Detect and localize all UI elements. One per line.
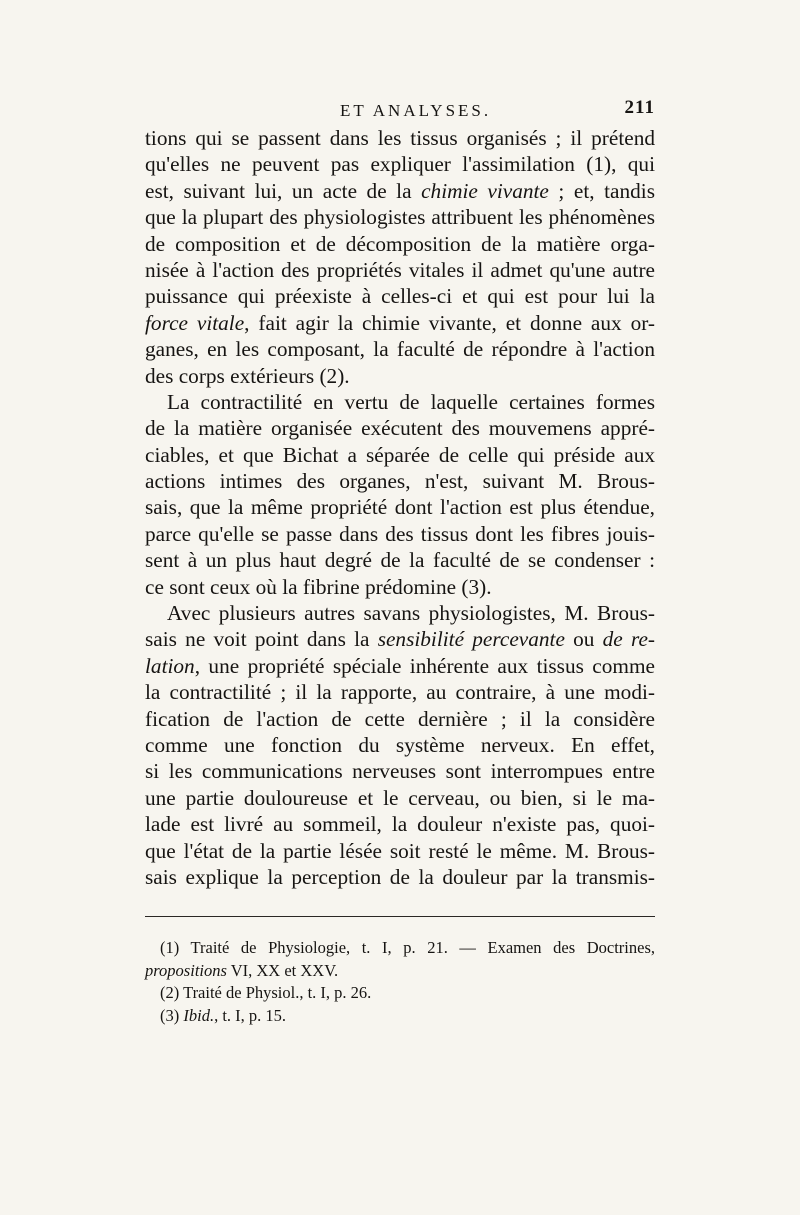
text-run: (1) Traité de Physiologie, t. I, p. 21. — Examen des Doctrines, [160,938,655,957]
text-run: sent à un plus haut degré de la faculté de se condenser : [145,548,655,573]
text-line [145,521,655,547]
text-run: la contractilité ; il la rapporte, au contraire, à une modi- [145,680,655,705]
text-line [145,547,655,573]
text-run: sais ne voit point dans la [145,627,378,652]
italic-run: Ibid. [183,1005,215,1025]
text-line [145,600,655,626]
text-line [145,811,655,837]
page-header [145,97,655,127]
text-run: ce sont ceux où la fibrine prédomine (3). [145,574,492,599]
text-line [145,151,655,177]
text-line [145,838,655,864]
text-line [145,706,655,732]
text-line [145,125,655,151]
footnote-line [145,982,655,1005]
footnote-line [145,1005,655,1028]
text-line [145,864,655,890]
text-line [145,758,655,784]
text-run: que l'état de la partie lésée soit resté le même. M. Brous- [145,838,655,863]
text-run: VI, XX et XXV. [226,960,339,980]
text-run: Avec plusieurs autres savans physiologistes, M. Brous- [167,601,655,626]
page-number: 211 [624,97,655,118]
text-run: que la plupart des physiologistes attribuent les phénomènes [145,205,655,230]
text-line [145,415,655,441]
text-run: La contractilité en vertu de laquelle certaines formes [167,389,655,414]
italic-run: force vitale [145,310,245,335]
text-line [145,336,655,362]
text-line [145,442,655,468]
text-run: de la matière organisée exécutent des mouvemens appré- [145,416,655,441]
text-line [145,626,655,652]
italic-run: sensibilité percevante [377,627,565,652]
text-run: , fait agir la chimie vivante, et donne aux or- [244,310,655,335]
footnotes [145,937,655,1027]
text-line [145,679,655,705]
text-run: fication de l'action de cette dernière ; il la considère [145,706,655,731]
text-run: des corps extérieurs (2). [145,363,350,388]
text-run: sais explique la perception de la douleur par la transmis- [145,864,655,889]
text-line [145,283,655,309]
text-run: une partie douloureuse et le cerveau, ou bien, si le ma- [145,785,655,810]
text-line [145,494,655,520]
text-run: ou [564,627,603,652]
text-line [145,363,655,389]
text-line [145,785,655,811]
text-run: si les communications nerveuses sont interrompues entre [145,759,655,784]
text-line [145,468,655,494]
footnote-divider [145,916,655,917]
text-run: est, suivant lui, un acte de la [145,178,422,203]
text-run: , une propriété spéciale inhérente aux tissus comme [194,653,655,678]
italic-run: propositions [145,960,227,980]
text-line [145,257,655,283]
text-run: qu'elles ne peuvent pas expliquer l'assimilation (1), qui [145,152,655,177]
text-run: nisée à l'action des propriétés vitales il admet qu'une autre [145,257,655,282]
text-run: parce qu'elle se passe dans des tissus dont les fibres jouis- [145,521,655,546]
text-line [145,389,655,415]
italic-run: lation [145,653,195,678]
text-run: ganes, en les composant, la faculté de répondre à l'action [145,337,655,362]
text-run: de composition et de décomposition de la matière orga- [145,231,655,256]
text-run: (2) Traité de Physiol., t. I, p. 26. [160,983,372,1002]
text-line [145,732,655,758]
text-run: comme une fonction du système nerveux. En effet, [145,732,655,757]
text-line [145,310,655,336]
running-title: ET ANALYSES. [340,101,492,120]
italic-run: chimie vivante [421,178,549,203]
text-line [145,231,655,257]
italic-run: de re- [602,627,656,652]
text-line [145,574,655,600]
text-line [145,653,655,679]
text-run: lade est livré au sommeil, la douleur n'existe pas, quoi- [145,812,655,837]
text-run: (3) [160,1005,184,1025]
footnote-line [145,937,655,960]
text-run: ; et, tandis [548,178,655,203]
text-line [145,178,655,204]
text-run: puissance qui préexiste à celles-ci et qui est pour lui la [145,284,655,309]
text-run: actions intimes des organes, n'est, suivant M. Brous- [145,469,655,494]
text-run: ciables, et que Bichat a séparée de celle qui préside aux [145,442,655,467]
text-run: , t. I, p. 15. [214,1005,287,1025]
text-run: sais, que la même propriété dont l'action est plus étendue, [145,495,655,520]
text-line [145,204,655,230]
body-text [145,125,655,890]
text-run: tions qui se passent dans les tissus organisés ; il prétend [145,126,655,150]
footnote-line [145,960,655,983]
